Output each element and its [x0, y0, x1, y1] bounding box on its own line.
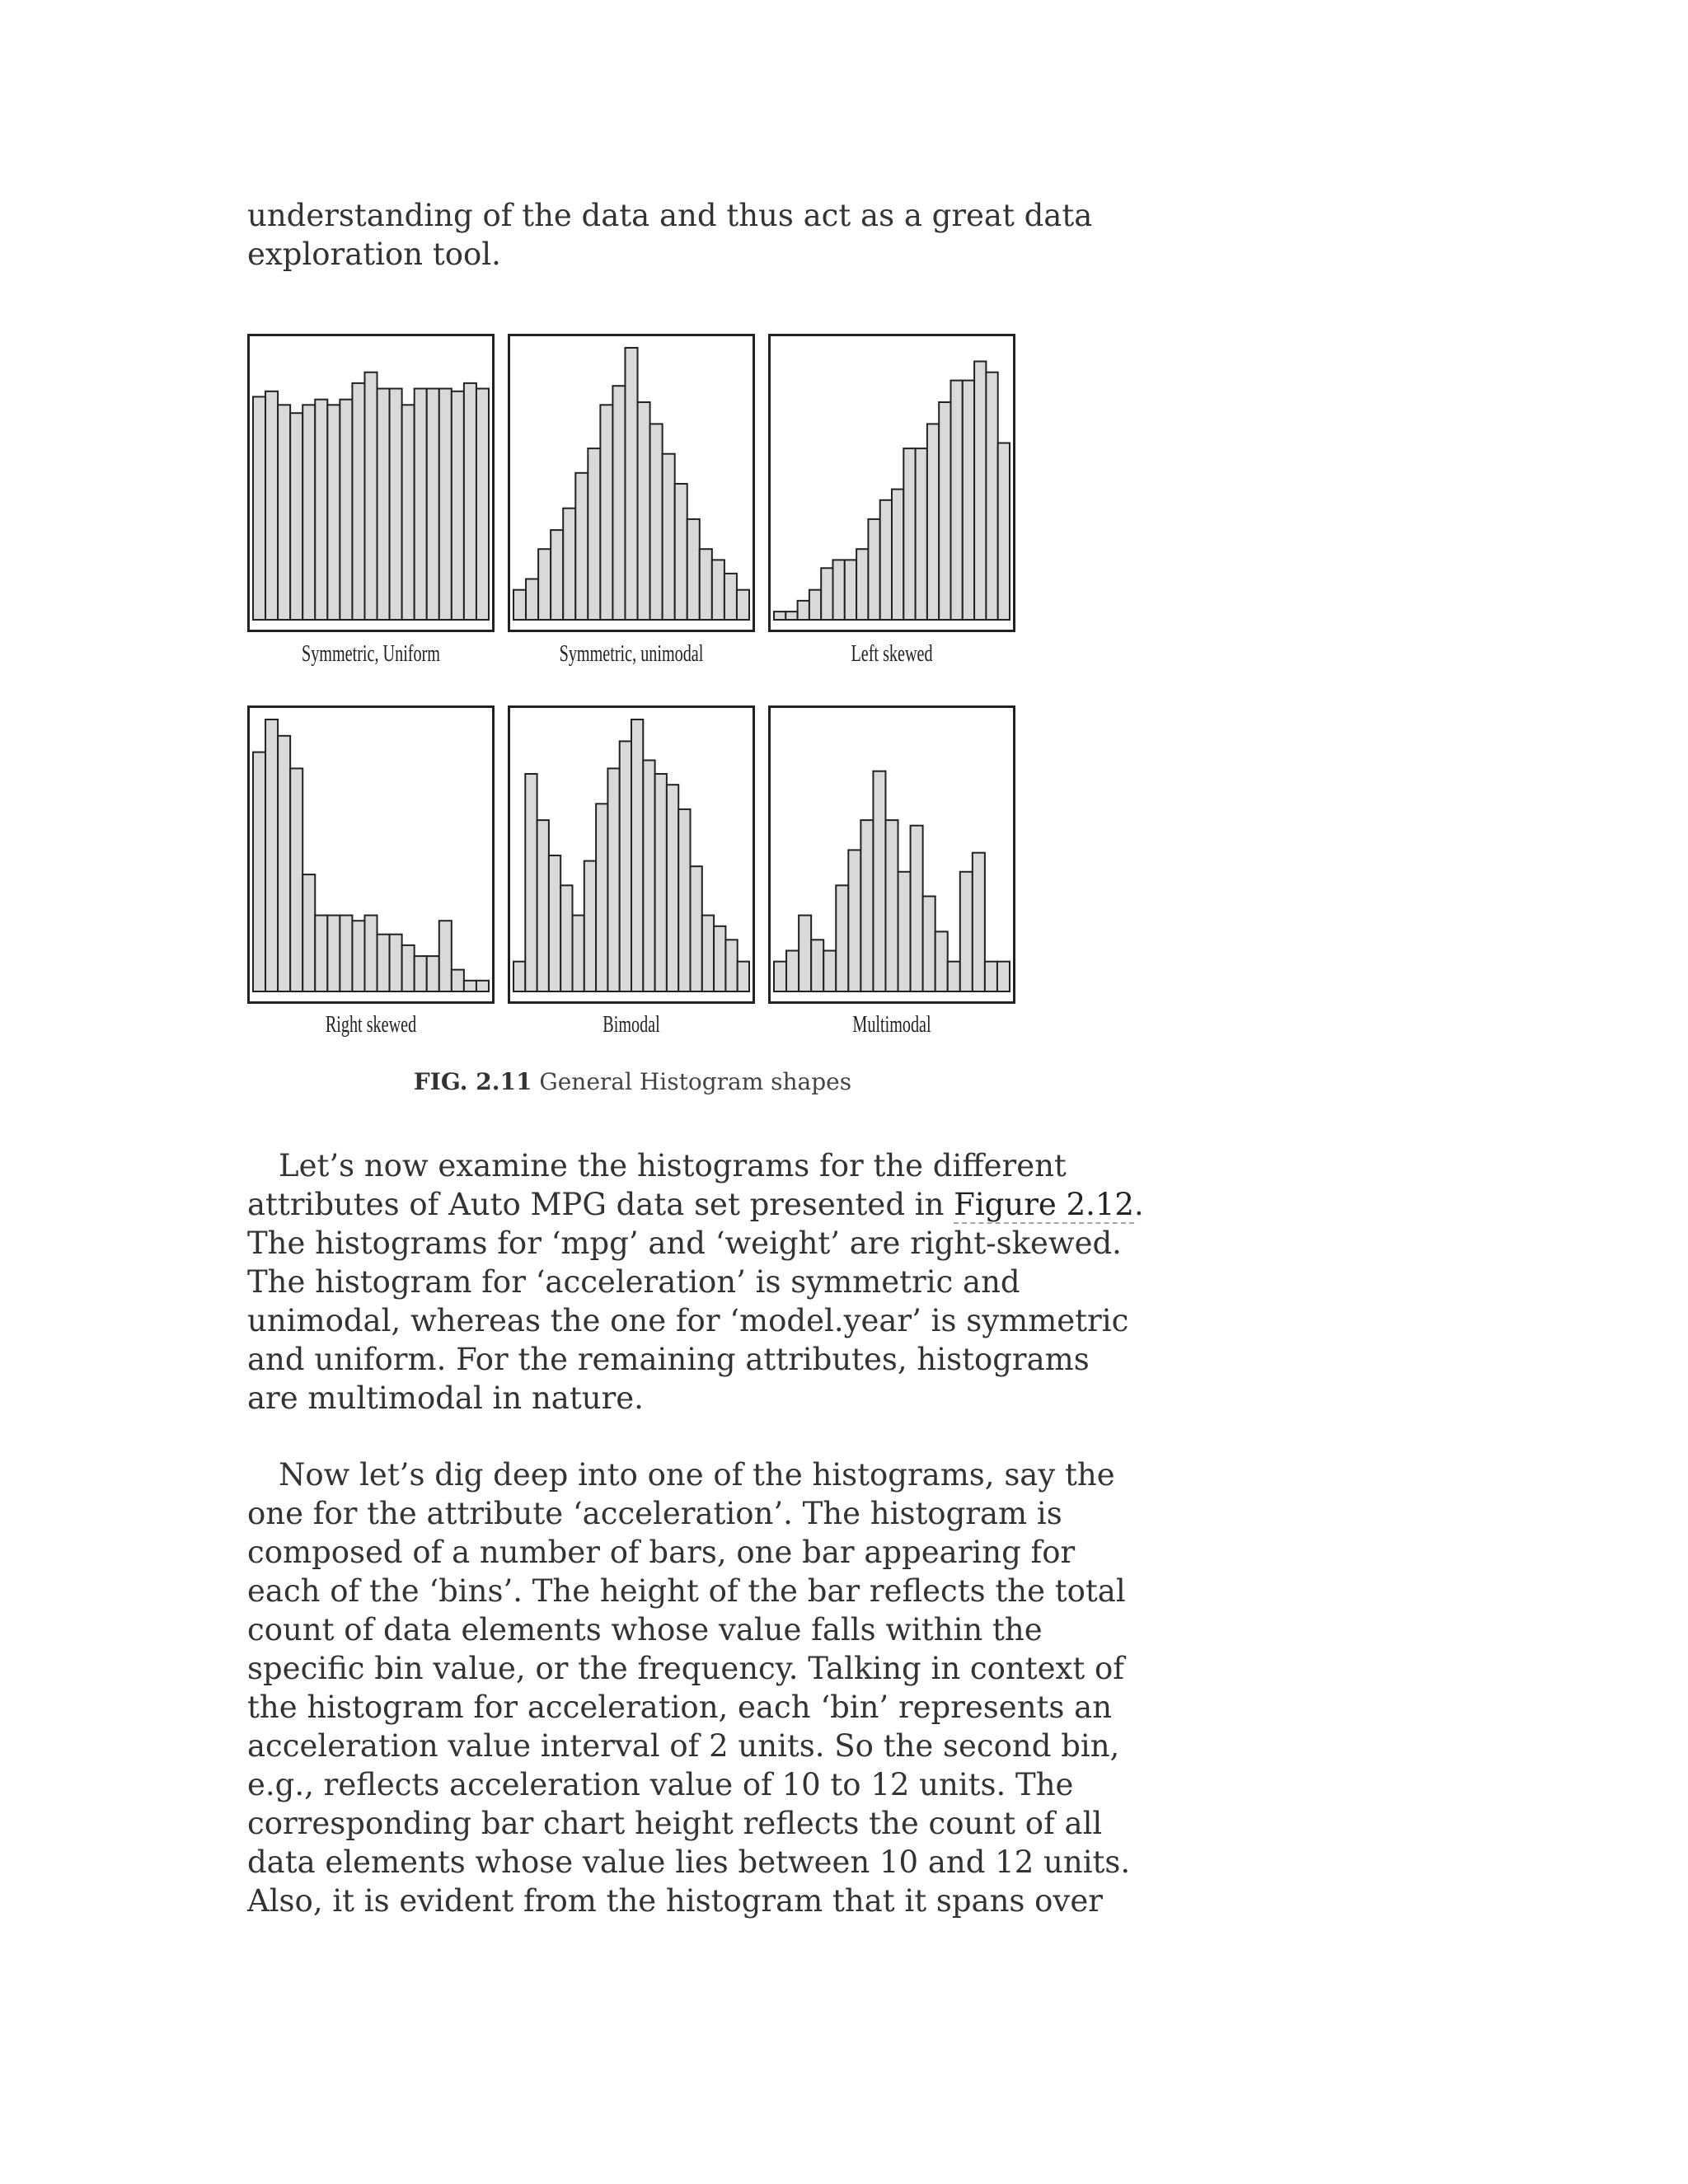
histogram-bar: [377, 935, 390, 991]
histogram-bar: [525, 774, 537, 991]
label-right-skewed: Right skewed: [325, 1012, 417, 1038]
histogram-bar: [823, 951, 836, 992]
histogram-bar: [588, 448, 600, 620]
para1-line-2: [247, 1185, 1144, 1224]
label-bimodal: Bimodal: [603, 1012, 660, 1038]
histogram-bar: [973, 853, 985, 991]
histogram-bar: [960, 872, 973, 991]
histogram-bar: [549, 855, 560, 991]
histogram-bar: [860, 820, 873, 991]
histogram-bar: [798, 601, 809, 620]
histogram-bar: [526, 579, 538, 621]
histogram-bar: [939, 402, 950, 620]
histogram-bar: [253, 396, 265, 620]
histogram-bar: [663, 454, 675, 620]
histogram-bar: [402, 405, 415, 620]
histogram-bar: [702, 916, 714, 991]
histogram-bar: [650, 424, 663, 620]
para2-line-10: corresponding bar chart height reflects the count of all: [247, 1806, 1103, 1841]
histogram-bar: [575, 473, 588, 620]
histogram-bar: [774, 612, 785, 620]
histogram-bar: [402, 945, 415, 991]
histogram-bar: [340, 916, 352, 991]
histogram-bar: [892, 490, 903, 620]
histogram-bar: [911, 826, 923, 991]
histogram-bar: [364, 916, 377, 991]
histogram-bar: [655, 774, 667, 991]
histogram-bar: [563, 509, 575, 620]
histogram-chart-multimodal: [771, 708, 1013, 1001]
histogram-bar: [439, 389, 452, 621]
histogram-bar: [638, 402, 650, 620]
histogram-bar: [596, 804, 607, 991]
histogram-chart-symmetric-uniform: [250, 336, 492, 630]
para2-line-4: each of the ‘bins’. The height of the bar reflects the total: [247, 1573, 1126, 1609]
histogram-bar: [986, 373, 997, 620]
para1-line-2-text: attributes of Auto MPG data set presented in: [247, 1187, 954, 1222]
histogram-bar: [352, 921, 364, 991]
histogram-bar: [873, 771, 885, 991]
histogram-bar: [327, 916, 340, 991]
histogram-bar: [377, 389, 390, 621]
figure-caption: [247, 1068, 1018, 1095]
histogram-bar: [364, 373, 377, 620]
histogram-panel-bimodal: [508, 705, 755, 1004]
histogram-panel-symmetric-uniform: [247, 334, 495, 632]
histogram-bar: [352, 383, 364, 620]
histogram-panel-symmetric-unimodal: [508, 334, 755, 632]
histogram-bar: [452, 391, 464, 620]
histogram-bar: [998, 443, 1010, 621]
histogram-bar: [620, 741, 631, 991]
histogram-bar: [476, 981, 489, 991]
histogram-chart-left-skewed: [771, 336, 1013, 630]
histogram-bar: [997, 962, 1010, 991]
label-symmetric-uniform: Symmetric, Uniform: [302, 641, 440, 667]
histogram-bar: [427, 956, 439, 991]
histogram-bar: [631, 719, 643, 991]
para2-line-8: acceleration value interval of 2 units. So the second bin,: [247, 1728, 1120, 1764]
histogram-bar: [537, 820, 549, 991]
histogram-bar: [833, 560, 845, 620]
histogram-bar: [667, 785, 678, 991]
histogram-bar: [738, 962, 749, 991]
histogram-bar: [265, 391, 278, 620]
histogram-bar: [868, 519, 879, 620]
histogram-bar: [725, 940, 737, 991]
histogram-bar: [951, 381, 963, 620]
histogram-bar: [464, 981, 476, 991]
para1-line-1: Let’s now examine the histograms for the different: [279, 1148, 1067, 1183]
histogram-bar: [584, 861, 596, 991]
figure-2-12-link[interactable]: Figure 2.12: [954, 1187, 1134, 1222]
histogram-bar: [687, 519, 700, 620]
histogram-bar: [302, 874, 315, 991]
histogram-bar: [551, 530, 563, 620]
para1-line-7: are multimodal in nature.: [247, 1380, 644, 1416]
para1-line-3: The histograms for ‘mpg’ and ‘weight’ are right-skewed.: [247, 1226, 1122, 1261]
histogram-panel-left-skewed: [768, 334, 1015, 632]
histogram-bar: [916, 448, 927, 620]
para2-line-1: Now let’s dig deep into one of the histograms, say the: [279, 1457, 1115, 1493]
histogram-bar: [848, 850, 860, 991]
histogram-bar: [885, 820, 898, 991]
histogram-bar: [302, 405, 315, 620]
histogram-bar: [974, 362, 986, 621]
histogram-bar: [712, 560, 724, 620]
para2-line-12: Also, it is evident from the histogram that it spans over: [247, 1883, 1103, 1919]
histogram-panel-right-skewed: [247, 705, 495, 1004]
histogram-bar: [737, 590, 749, 620]
intro-line-2: exploration tool.: [247, 237, 501, 272]
paragraph-histogram-attributes: [247, 1146, 1144, 1418]
histogram-bar: [315, 400, 327, 620]
histogram-bar: [821, 568, 832, 620]
histogram-bar: [390, 935, 402, 991]
histogram-bar: [724, 574, 737, 620]
histogram-bar: [439, 921, 452, 991]
histogram-bar: [785, 612, 797, 620]
histogram-bar: [476, 389, 489, 621]
histogram-bar: [278, 405, 290, 620]
histogram-bar: [927, 424, 939, 620]
para2-line-5: count of data elements whose value falls within the: [247, 1612, 1043, 1647]
histogram-bar: [845, 560, 856, 620]
histogram-bar: [513, 590, 526, 620]
histogram-bar: [415, 956, 427, 991]
histogram-bar: [799, 916, 811, 991]
histogram-bar: [985, 962, 997, 991]
histogram-bar: [340, 400, 352, 620]
histogram-bar: [774, 962, 786, 991]
para2-line-11: data elements whose value lies between 10 and 12 units.: [247, 1844, 1131, 1880]
histogram-bar: [253, 752, 265, 991]
histogram-bar: [898, 872, 911, 991]
histogram-bar: [903, 448, 915, 620]
figure-caption-label: FIG. 2.11: [413, 1068, 532, 1095]
label-multimodal: Multimodal: [852, 1012, 931, 1038]
para1-line-5: unimodal, whereas the one for ‘model.year’ is symmetric: [247, 1303, 1129, 1338]
histogram-bar: [290, 768, 302, 991]
histogram-bar: [811, 940, 823, 991]
histogram-bar: [427, 389, 439, 621]
histogram-bar: [836, 885, 848, 991]
histogram-bar: [678, 809, 690, 991]
histogram-bar: [786, 951, 799, 992]
histogram-bar: [452, 970, 464, 991]
histogram-bar: [327, 405, 340, 620]
histogram-bar: [675, 484, 687, 620]
histogram-bar: [923, 897, 935, 992]
histogram-bar: [809, 590, 821, 620]
histogram-bar: [880, 500, 892, 620]
paragraph-acceleration-histogram: [247, 1455, 1131, 1920]
histogram-bar: [643, 761, 654, 992]
histogram-bar: [714, 926, 725, 991]
histogram-bar: [560, 885, 572, 991]
histogram-bar: [935, 931, 948, 991]
histogram-chart-symmetric-unimodal: [510, 336, 753, 630]
histogram-bar: [607, 768, 619, 991]
histogram-bar: [290, 413, 302, 620]
para2-line-9: e.g., reflects acceleration value of 10 to 12 units. The: [247, 1767, 1074, 1802]
histogram-bar: [538, 549, 551, 620]
para2-line-3: composed of a number of bars, one bar appearing for: [247, 1535, 1076, 1570]
histogram-bar: [573, 916, 584, 991]
histogram-bar: [691, 866, 702, 991]
histogram-bar: [315, 916, 327, 991]
histogram-bar: [700, 549, 712, 620]
histogram-bar: [415, 389, 427, 621]
para2-line-2: one for the attribute ‘acceleration’. The histogram is: [247, 1496, 1062, 1531]
histogram-bar: [265, 719, 278, 991]
histogram-chart-bimodal: [510, 708, 753, 1001]
figure-caption-text: General Histogram shapes: [532, 1068, 852, 1095]
histogram-bar: [612, 386, 625, 620]
histogram-bar: [625, 348, 637, 620]
histogram-bar: [600, 405, 612, 620]
label-symmetric-unimodal: Symmetric, unimodal: [559, 641, 704, 667]
para1-line-6: and uniform. For the remaining attributes, histograms: [247, 1342, 1090, 1377]
histogram-bar: [390, 389, 402, 621]
intro-line-1: understanding of the data and thus act as a great data: [247, 198, 1093, 233]
histogram-bar: [856, 549, 868, 620]
histogram-bar: [513, 962, 525, 991]
para2-line-6: specific bin value, or the frequency. Talking in context of: [247, 1651, 1124, 1686]
histogram-bar: [963, 381, 974, 620]
para2-line-7: the histogram for acceleration, each ‘bin’ represents an: [247, 1690, 1113, 1725]
label-left-skewed: Left skewed: [851, 641, 933, 667]
para1-line-4: The histogram for ‘acceleration’ is symmetric and: [247, 1264, 1020, 1300]
histogram-chart-right-skewed: [250, 708, 492, 1001]
histogram-bar: [464, 383, 476, 620]
para1-line-2-period: .: [1133, 1187, 1144, 1222]
histogram-bar: [278, 736, 290, 991]
histogram-bar: [948, 962, 960, 991]
histogram-panel-multimodal: [768, 705, 1015, 1004]
